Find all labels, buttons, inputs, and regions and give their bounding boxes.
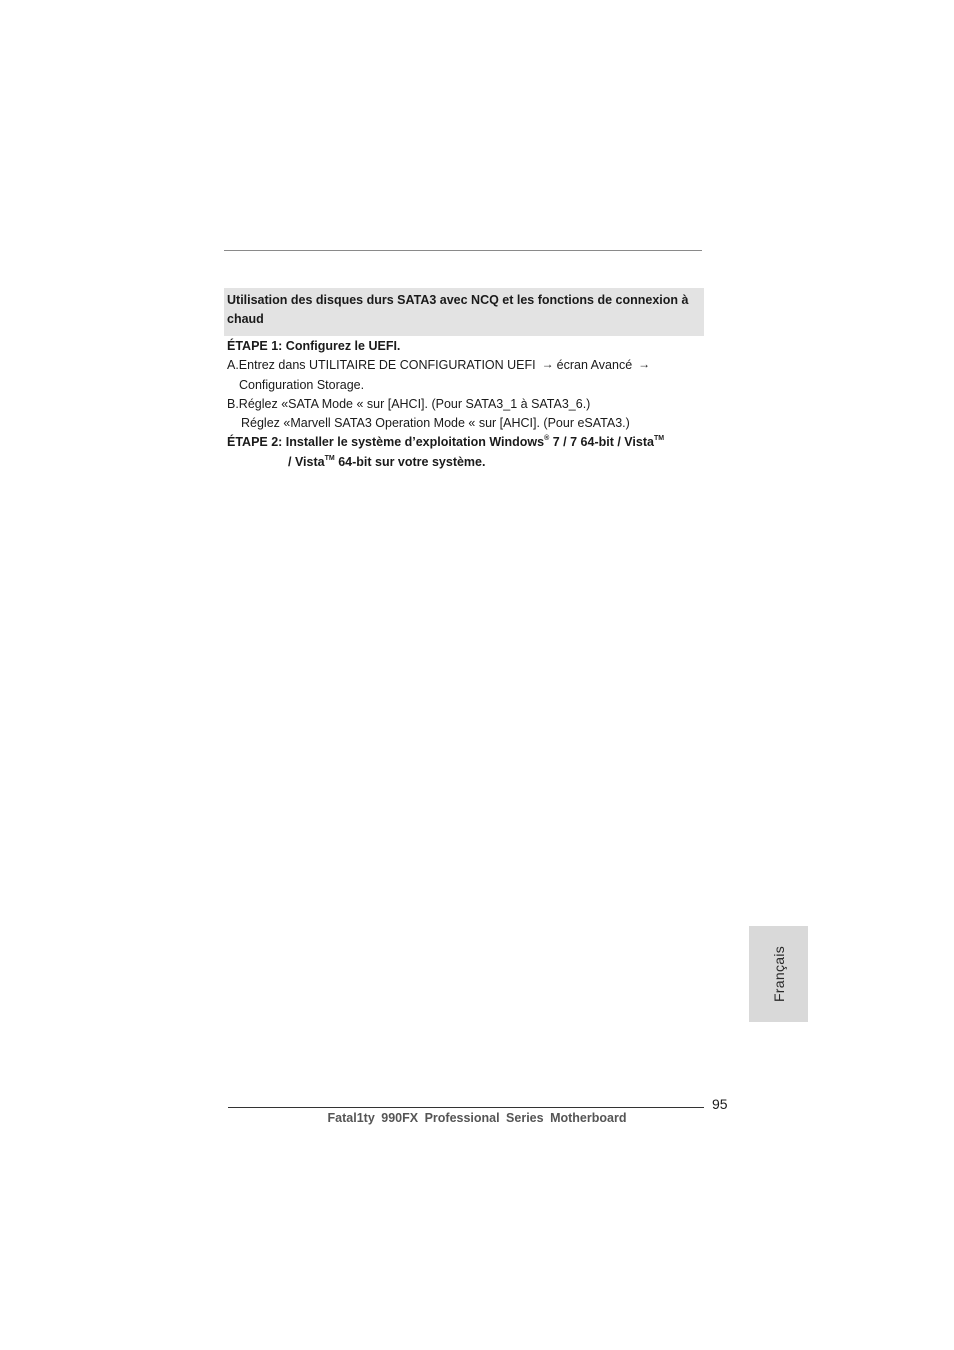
section-header	[224, 288, 704, 336]
step2-text: ÉTAPE 2: Installer le système d’exploitation Windows	[227, 435, 545, 450]
language-tab-label: Français	[770, 945, 787, 1003]
registered-mark: ®	[544, 435, 550, 443]
step2-tail: 64-bit sur votre système.	[334, 454, 486, 469]
top-divider	[224, 250, 702, 251]
right-arrow-icon: →	[638, 357, 651, 372]
step1-a-line2: Configuration Storage.	[239, 377, 365, 392]
step2-line1	[227, 433, 707, 452]
section-title: Utilisation des disques durs SATA3 avec NCQ et les fonctions de connexion à chaud	[227, 293, 689, 326]
step1-b-line1: B.Réglez «SATA Mode « sur [AHCI]. (Pour SATA3_1 à SATA3_6.)	[227, 396, 591, 411]
footer-title: Fatal1ty 990FX Professional Series Motherboard	[327, 1111, 627, 1125]
trademark-mark: TM	[653, 435, 665, 443]
step2-line2	[227, 453, 707, 472]
step2-vista: / Vista	[288, 454, 325, 469]
step1-title: ÉTAPE 1: Configurez le UEFI.	[227, 339, 401, 353]
step2-versions: 7 / 7 64-bit / Vista	[549, 435, 654, 450]
step1-a-line1	[227, 356, 707, 375]
instructions-body	[227, 337, 707, 472]
language-tab	[749, 926, 808, 1022]
right-arrow-icon: →	[541, 357, 554, 372]
step1-a-text: A.Entrez dans UTILITAIRE DE CONFIGURATION UEFI	[227, 358, 536, 373]
trademark-mark: TM	[324, 454, 335, 462]
step1-a-advanced: écran Avancé	[556, 358, 633, 373]
step1-b-line2: Réglez «Marvell SATA3 Operation Mode « sur [AHCI]. (Pour eSATA3.)	[241, 416, 630, 431]
page-number: 95	[712, 1096, 728, 1112]
footer-divider	[228, 1107, 704, 1108]
